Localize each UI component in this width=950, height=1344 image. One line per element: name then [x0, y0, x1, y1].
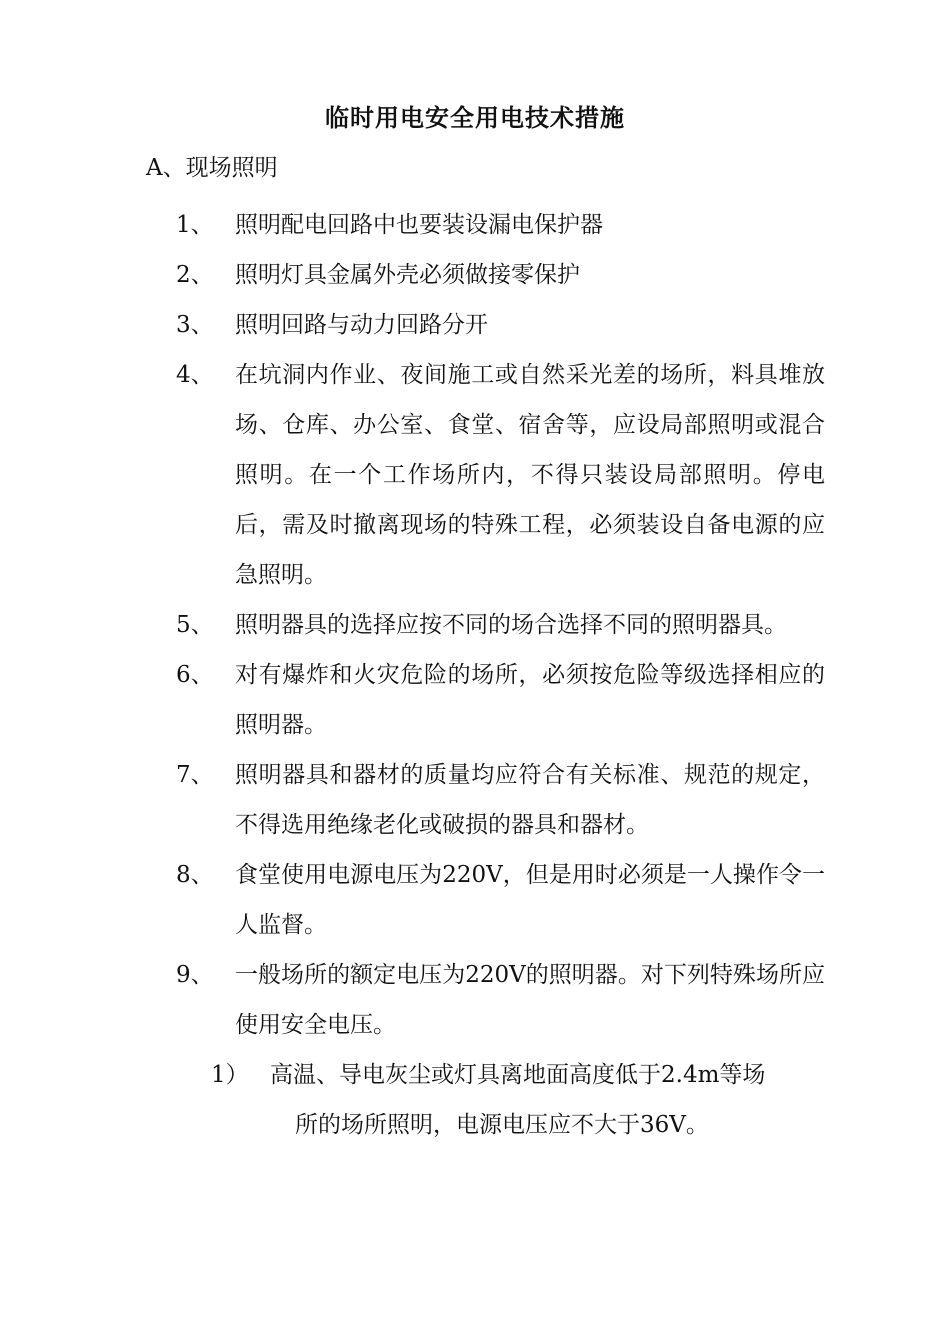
item-text: 食堂使用电源电压为220V，但是用时必须是一人操作令一人监督。 [235, 862, 825, 938]
section-heading: A、现场照明 [146, 155, 278, 181]
item-number: 2、 [176, 262, 214, 288]
item-text: 对有爆炸和火灾危险的场所，必须按危险等级选择相应的照明器。 [235, 662, 825, 738]
item-number: 8、 [176, 862, 214, 888]
item-number: 6、 [176, 662, 214, 688]
item-number: 7、 [176, 762, 214, 788]
list-item [0, 650, 950, 750]
item-text: 照明配电回路中也要装设漏电保护器 [235, 212, 603, 238]
item-text: 在坑洞内作业、夜间施工或自然采光差的场所，料具堆放场、仓库、办公室、食堂、宿舍等，应设局部照明或混合照明。在一个工作场所内，不得只装设局部照明。停电后，需及时撤离现场的特殊工程，必须装设自备电源的应急照明。 [235, 362, 825, 588]
item-number: 4、 [176, 362, 214, 388]
item-list [0, 200, 950, 1150]
item-number: 9、 [176, 962, 214, 988]
list-item [0, 750, 950, 850]
document-title: 临时用电安全用电技术措施 [325, 104, 625, 132]
list-item [0, 300, 950, 350]
list-item [0, 200, 950, 250]
item-text: 照明器具的选择应按不同的场合选择不同的照明器具。 [235, 612, 787, 638]
item-number: 5、 [176, 612, 214, 638]
sub-list-item [0, 1050, 950, 1150]
list-item [0, 600, 950, 650]
sub-item-number: 1） [211, 1062, 249, 1088]
item-text: 照明器具和器材的质量均应符合有关标准、规范的规定，不得选用绝缘老化或破损的器具和器材。 [235, 762, 825, 838]
list-item [0, 250, 950, 300]
item-number: 3、 [176, 312, 214, 338]
list-item [0, 850, 950, 950]
item-number: 1、 [176, 212, 214, 238]
list-item [0, 950, 950, 1050]
item-text: 照明回路与动力回路分开 [235, 312, 488, 338]
list-item [0, 350, 950, 600]
sub-item-text-line2: 所的场所照明，电源电压应不大于36V。 [295, 1112, 709, 1138]
item-text: 一般场所的额定电压为220V的照明器。对下列特殊场所应使用安全电压。 [235, 962, 825, 1038]
sub-item-text-line1: 高温、导电灰尘或灯具离地面高度低于2.4m等场 [270, 1062, 766, 1088]
item-text: 照明灯具金属外壳必须做接零保护 [235, 262, 580, 288]
